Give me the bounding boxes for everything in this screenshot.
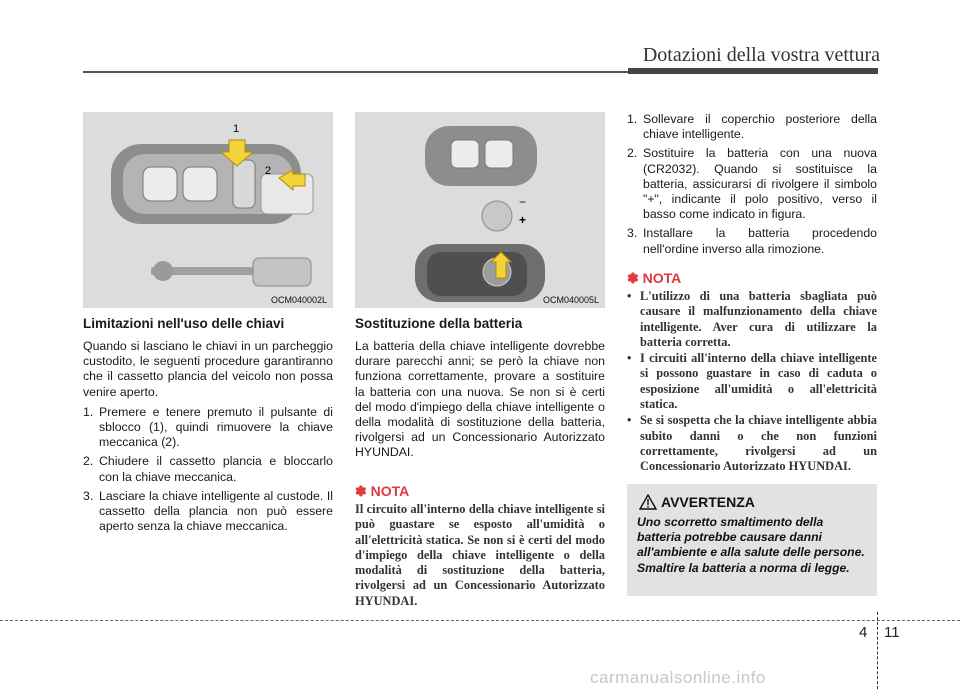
callout-1: 1 [233, 123, 240, 135]
nota-text: Il circuito all'interno della chiave intelligente si può guastare se esposto all'umidità o all'elettricità statica. Se non si è certi del modo d'impiego della chiave intelligente o della modalità di sostituzione della batteria, rivolgersi ad un Concessionario Autorizzato HYUNDAI. [355, 502, 605, 608]
header-title: Dotazioni della vostra vettura [642, 44, 880, 66]
callout-2: 2 [265, 165, 272, 177]
warning-box [627, 484, 877, 596]
col3-body [627, 112, 877, 261]
nota-heading: ✽ NOTA [627, 270, 682, 286]
paragraph: Quando si lasciano le chiavi in un parcheggio custodito, le seguenti procedure garantiranno che il cassetto plancia del veicolo non possa venire aperto. [83, 339, 333, 399]
list-item: 3. Lasciare la chiave intelligente al custode. Il cassetto della plancia non può essere aperto senza la chiave meccanica. [83, 488, 333, 534]
nota-list [627, 289, 877, 476]
steps-list [83, 405, 333, 535]
chapter-number: 4 [859, 624, 868, 641]
header-accent-bar [628, 68, 878, 74]
page-number: 11 [884, 624, 900, 641]
warning-text: Uno scorretto smaltimento della batteria potrebbe causare danni all'ambiente e alla salute delle persone. Smaltire la batteria a norma di legge. [637, 515, 865, 575]
paragraph: La batteria della chiave intelligente dovrebbe durare parecchi anni; se però la chiave non funziona correttamente, provare a sostituire la batteria con una nuova. Se non si è certi del modo d'impiego della chiave intelligente o della modalità di sostituzione della batteria, rivolgersi ad un Concessionario Autorizzato HYUNDAI. [355, 339, 605, 460]
watermark: carmanualsonline.info [590, 668, 766, 687]
warning-triangle-icon [639, 494, 657, 510]
list-item: • L'utilizzo di una batteria sbagliata può causare il malfunzionamento della chiave intelligente. Aver cura di utilizzare la batteria corretta. [627, 289, 877, 349]
figure-smart-key-mechanical-key [83, 112, 333, 308]
list-item: • Se si sospetta che la chiave intelligente abbia subito danni o che non funzioni correttamente, rivolgersi ad un Concessionario Autorizzato HYUNDAI. [627, 413, 877, 474]
list-item: • I circuiti all'interno della chiave intelligente si possono guastare in caso di caduta o esposizione all'umidità o all'elettricità statica. [627, 351, 877, 412]
section-heading-key-limitations: Limitazioni nell'uso delle chiavi [83, 316, 285, 331]
list-item: 2. Sostituire la batteria con una nuova (CR2032). Quando si sostituisce la batteria, assicurarsi di rivolgere il simbolo "+", indicante il polo positivo, verso il basso come indicato in figura. [627, 146, 877, 222]
col1-body [83, 339, 333, 538]
nota-heading: ✽ NOTA [355, 483, 410, 499]
figure-battery-replacement [355, 112, 605, 308]
polarity-minus: − [519, 195, 527, 209]
list-item: 3. Installare la batteria procedendo nell'ordine inverso alla rimozione. [627, 226, 877, 256]
section-heading-battery-replacement: Sostituzione della batteria [355, 316, 523, 331]
figure-caption: OCM040002L [270, 295, 327, 305]
figure-caption: OCM040005L [542, 295, 599, 305]
footer-rule [0, 620, 960, 621]
warning-title: AVVERTENZA [661, 494, 755, 510]
steps-list [627, 112, 877, 257]
list-item: 1. Sollevare il coperchio posteriore della chiave intelligente. [627, 112, 877, 142]
footer-divider [877, 612, 879, 689]
polarity-plus: + [519, 213, 527, 227]
list-item: 2. Chiudere il cassetto plancia e bloccarlo con la chiave meccanica. [83, 454, 333, 484]
list-item: 1. Premere e tenere premuto il pulsante di sblocco (1), quindi rimuovere la chiave meccanica (2). [83, 404, 333, 450]
col2-body [355, 339, 605, 466]
